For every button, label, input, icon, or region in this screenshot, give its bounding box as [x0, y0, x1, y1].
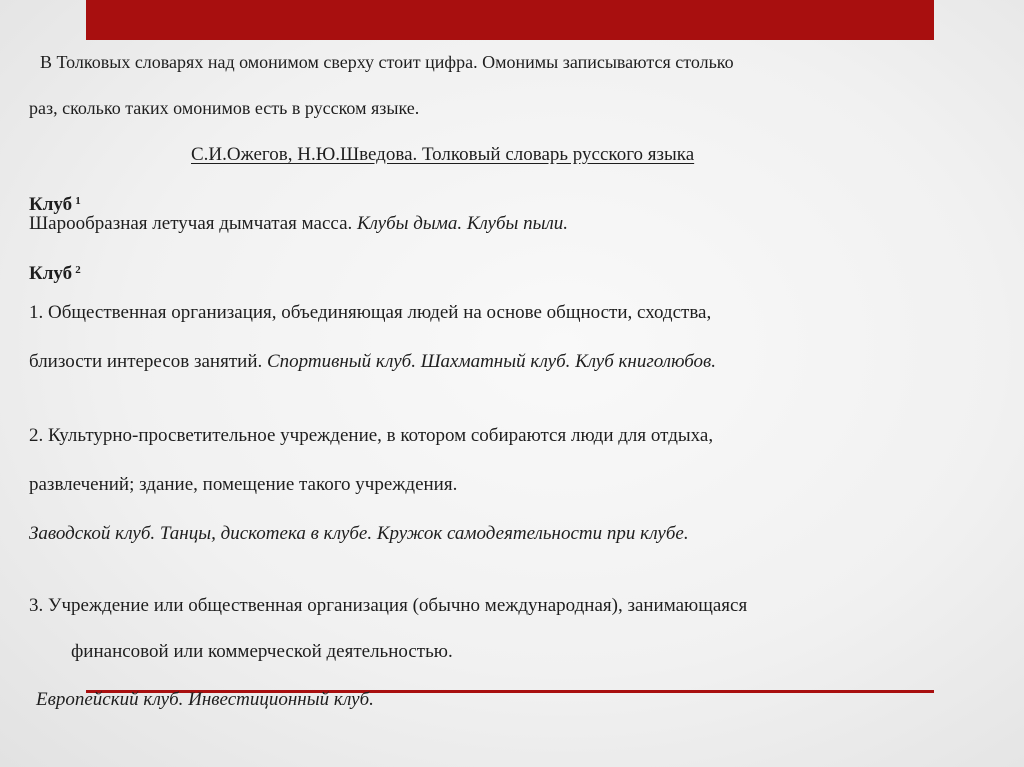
entry-1-number: 1 [75, 195, 81, 207]
sense-1-line-2 [29, 350, 716, 374]
sense-2-line-2: развлечений; здание, помещение такого учреждения. [29, 474, 458, 495]
entry-1-word: Клуб [29, 194, 73, 215]
intro-line-1: В Толковых словарях над омонимом сверху стоит цифра. Омонимы записываются столько [40, 52, 734, 72]
intro-line-2: раз, сколько таких омонимов есть в русском языке. [29, 98, 420, 118]
sense-2-line-1: 2. Культурно-просветительное учреждение, в котором собираются люди для отдыха, [29, 425, 714, 446]
sense-2-examples: Заводской клуб. Танцы, дискотека в клубе. Кружок самодеятельности при клубе. [29, 523, 689, 544]
sense-3-line-1: 3. Учреждение или общественная организация (обычно международная), занимающаяся [29, 595, 748, 616]
entry-2-number: 2 [75, 264, 81, 276]
entry-1-definition-line [29, 212, 568, 236]
entry-1-examples: Клубы дыма. Клубы пыли. [357, 213, 569, 234]
sense-1-text: близости интересов занятий. [29, 351, 263, 372]
entry-1-definition: Шарообразная летучая дымчатая масса. [29, 213, 353, 234]
top-accent-bar [86, 0, 934, 40]
sense-1-examples: Спортивный клуб. Шахматный клуб. Клуб книголюбов. [266, 351, 717, 372]
dictionary-source-title: С.И.Ожегов, Н.Ю.Шведова. Толковый словарь русского языка [191, 144, 695, 165]
entry-2-word: Клуб [29, 263, 73, 284]
sense-3-examples: Европейский клуб. Инвестиционный клуб. [36, 689, 374, 710]
sense-1-line-1: 1. Общественная организация, объединяющая людей на основе общности, сходства, [29, 302, 712, 323]
sense-3-line-2: финансовой или коммерческой деятельностью. [71, 641, 453, 662]
entry-2-headword [29, 258, 81, 286]
